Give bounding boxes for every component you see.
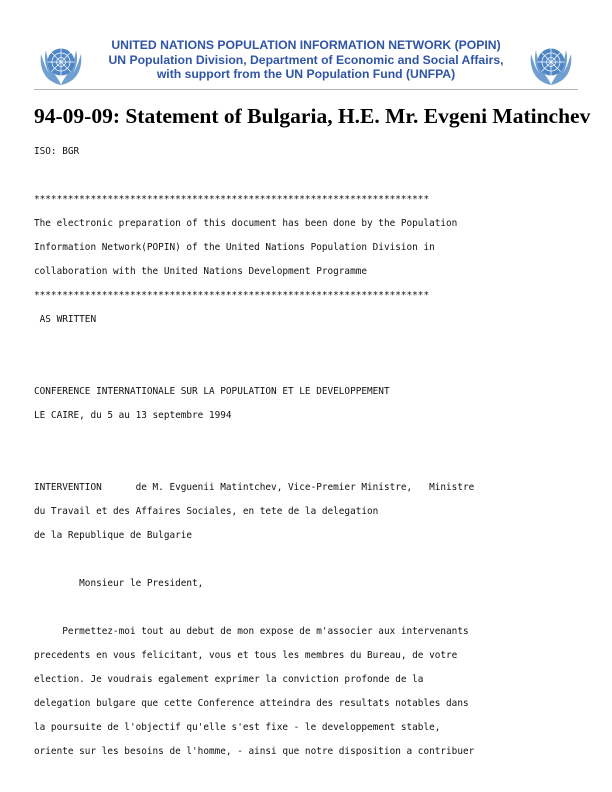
statement-line-6: oriente sur les besoins de l'homme, - ainsi que notre disposition a contribuer xyxy=(34,746,475,757)
asterisk-divider-bottom: ********************************************************************** xyxy=(34,290,430,301)
preparation-note-line-2: Information Network(POPIN) of the United Nations Population Division in xyxy=(34,242,435,253)
intervention-line-1: INTERVENTION de M. Evguenii Matintchev, Vice-Premier Ministre, Ministre xyxy=(34,482,475,493)
statement-line-2: precedents en vous felicitant, vous et tous les membres du Bureau, de votre xyxy=(34,650,458,661)
as-written-line: AS WRITTEN xyxy=(34,314,97,325)
statement-line-4: delegation bulgare que cette Conference atteindra des resultats notables dans xyxy=(34,698,469,709)
statement-line-1: Permettez-moi tout au debut de mon expose de m'associer aux intervenants xyxy=(34,626,469,637)
intervention-line-3: de la Republique de Bulgarie xyxy=(34,530,193,541)
conference-location-line: LE CAIRE, du 5 au 13 septembre 1994 xyxy=(34,410,232,421)
statement-line-3: election. Je voudrais egalement exprimer la conviction profonde de la xyxy=(34,674,424,685)
asterisk-divider-top: ********************************************************************** xyxy=(34,194,430,205)
popin-header xyxy=(90,38,522,82)
salutation-line: Monsieur le President, xyxy=(34,578,204,589)
preparation-note-line-1: The electronic preparation of this document has been done by the Population xyxy=(34,218,458,229)
intervention-line-2: du Travail et des Affaires Sociales, en tete de la delegation xyxy=(34,506,379,517)
iso-code-line: ISO: BGR xyxy=(34,146,80,157)
header-divider xyxy=(34,89,578,90)
preparation-note-line-3: collaboration with the United Nations Development Programme xyxy=(34,266,368,277)
header-line-3: with support from the UN Population Fund (UNFPA) xyxy=(156,67,456,82)
un-emblem-left-icon xyxy=(36,38,86,88)
statement-line-5: la poursuite de l'objectif qu'elle s'est fixe - le developpement stable, xyxy=(34,722,441,733)
un-emblem-right-icon xyxy=(526,38,576,88)
conference-title-line: CONFERENCE INTERNATIONALE SUR LA POPULATION ET LE DEVELOPPEMENT xyxy=(34,386,390,397)
header-line-1: UNITED NATIONS POPULATION INFORMATION NETWORK (POPIN) xyxy=(111,38,501,52)
header-line-2: UN Population Division, Department of Economic and Social Affairs, xyxy=(108,52,504,67)
page-title: 94-09-09: Statement of Bulgaria, H.E. Mr. Evgeni Matinchev xyxy=(34,104,591,128)
